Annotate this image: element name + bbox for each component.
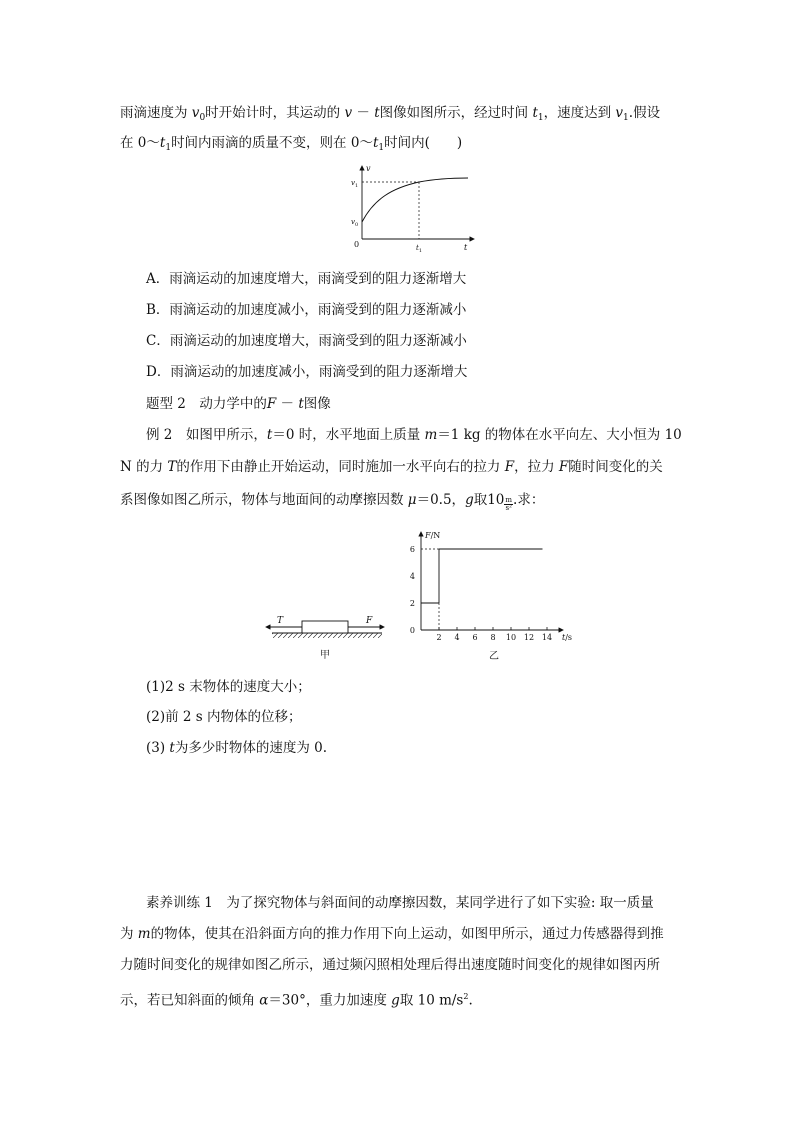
y-tick-label: 6 (409, 545, 415, 554)
option-d: D．雨滴运动的加速度减小，雨滴受到的阻力逐渐增大 (146, 364, 468, 380)
option-c: C．雨滴运动的加速度增大，雨滴受到的阻力逐渐减小 (146, 333, 467, 349)
x-tick-label: 14 (541, 633, 553, 642)
x-tick-label: 2 (436, 633, 442, 642)
training-line-2: 为 m的物体，使其在沿斜面方向的推力作用下向上运动，如图甲所示，通过力传感器得到推 (120, 926, 664, 942)
v-axis-label: v (366, 164, 371, 173)
x-tick-label: 12 (523, 633, 535, 642)
training-line-3: 力随时间变化的规律如图乙所示，通过频闪照相处理后得出速度随时间变化的规律如图丙所 (120, 957, 660, 973)
question-3: (3) t为多少时物体的速度为 0. (146, 740, 328, 756)
problem-text-line-2: 在 $0\sim t_1$时间内雨滴的质量不变，则在 $0\sim t_1$时间内( ) (120, 135, 463, 153)
t1-label: $t_1$ (416, 244, 423, 254)
training-line-1: 素养训练 1 为了探究物体与斜面间的动摩擦因数，某同学进行了如下实验: 取一质量 (146, 895, 654, 911)
block (302, 621, 348, 633)
v1-label: $v_1$ (351, 179, 359, 189)
origin-label: 0 (354, 240, 360, 249)
v0-label: $v_0$ (351, 218, 359, 228)
force-time-chart (400, 528, 575, 663)
chart-x-label: t/s (562, 633, 573, 642)
x-tick-label: 6 (472, 633, 478, 642)
force-T-label: T (277, 616, 284, 626)
unit-fraction: $\frac{m}{\text{s²}}$ (505, 496, 513, 512)
x-tick-label: 4 (454, 633, 460, 642)
x-tick-label: 8 (490, 633, 496, 642)
ground-hatching (272, 633, 382, 638)
question-2: (2)前 2 s 内物体的位移； (146, 709, 302, 725)
x-tick-label: 10 (505, 633, 517, 642)
figure-yi-caption: 乙 (489, 651, 499, 662)
example-2-line-3: 系图像如图乙所示，物体与地面间的动摩擦因数 μ＝0.5，g取10 $\frac{m}{\text{s²}}$ .求： (120, 492, 545, 512)
option-b: B．雨滴运动的加速度减小，雨滴受到的阻力逐渐减小 (146, 302, 467, 318)
question-1: (1)2 s 末物体的速度大小； (146, 679, 311, 695)
force-F-label: F (366, 616, 373, 626)
figure-jia-caption: 甲 (320, 650, 330, 661)
velocity-time-graph (340, 162, 480, 254)
figure-jia (258, 608, 393, 663)
example-2-line-1: 例 2 如图甲所示，t＝0 时，水平地面上质量 m＝1 kg 的物体在水平向左、大小恒为 10 (146, 427, 682, 443)
training-line-4: 示，若已知斜面的倾角 α＝30°，重力加速度 g取 10 $m/s^2$. (120, 992, 473, 1009)
chart-y-label: F/N (425, 531, 441, 540)
example-2-line-2: N 的力 T的作用下由静止开始运动，同时施加一水平向右的拉力 F，拉力 F随时间变化的关 (120, 459, 663, 475)
y-tick-label: 4 (409, 572, 415, 581)
velocity-curve (362, 178, 468, 222)
option-a: A．雨滴运动的加速度增大，雨滴受到的阻力逐渐增大 (146, 271, 467, 287)
problem-text-line-1: 雨滴速度为 $v_0$时开始计时，其运动的 v － t图像如图所示，经过时间 $t_1$，速度达到 $v_1$.假设 (120, 105, 661, 123)
t-axis-label: t (464, 243, 468, 252)
section-heading: 题型 2 动力学中的F － t图像 (146, 396, 331, 412)
y-tick-label: 2 (409, 599, 415, 608)
y-tick-label: 0 (409, 626, 415, 635)
